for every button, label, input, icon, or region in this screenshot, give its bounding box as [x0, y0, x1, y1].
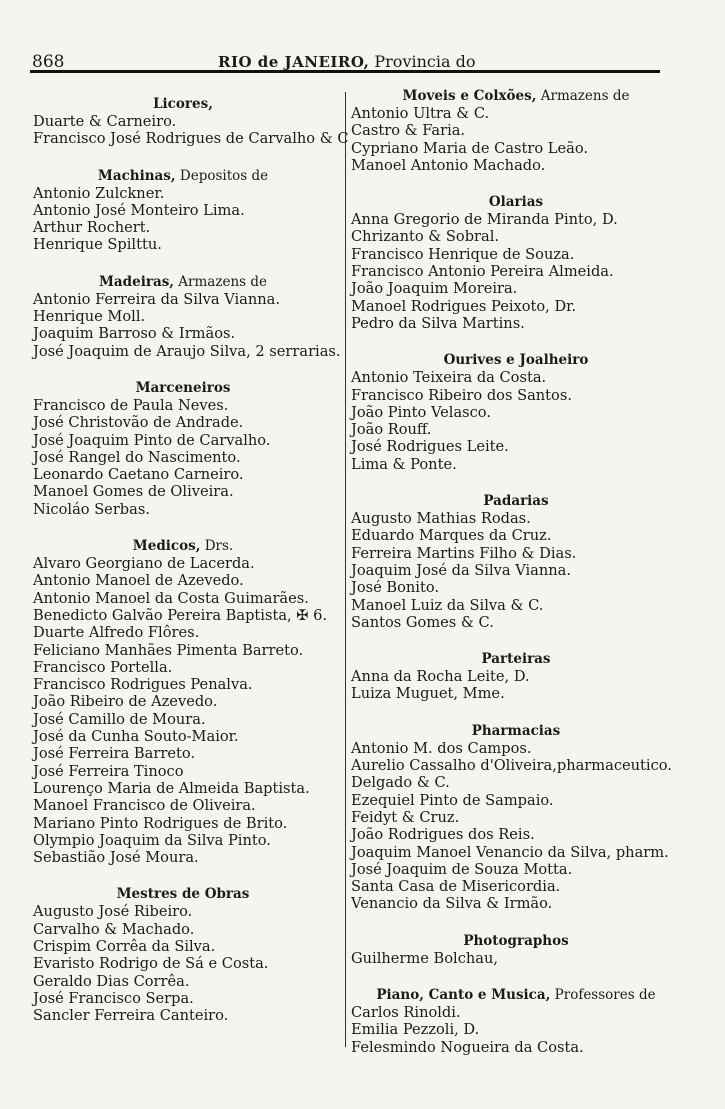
section-title: Mestres de Obras: [116, 886, 250, 903]
running-title-sub: Provincia do: [374, 52, 476, 71]
list-item: Manoel Luiz da Silva & C.: [351, 596, 544, 614]
directory-section: [351, 723, 701, 913]
section-title: Padarias: [483, 493, 549, 510]
list-item: José Bonito.: [351, 579, 440, 597]
list-item: Felesmindo Nogueira da Costa.: [351, 1038, 584, 1056]
directory-section: [351, 987, 701, 1056]
directory-section: [351, 933, 701, 967]
list-item: Feliciano Manhães Pimenta Barreto.: [33, 641, 304, 659]
section-title: Piano, Canto e Musica,: [376, 986, 551, 1003]
section-title: Ourives e Joalheiro: [443, 352, 589, 369]
list-item: Antonio Manoel de Azevedo.: [33, 572, 244, 590]
list-item: Venancio da Silva & Irmão.: [351, 895, 553, 913]
directory-section: [351, 352, 701, 473]
directory-section: [33, 380, 353, 518]
list-item: Cypriano Maria de Castro Leão.: [351, 139, 588, 157]
list-item: Augusto José Ribeiro.: [33, 903, 193, 921]
section-heading: [33, 274, 353, 291]
list-item: Geraldo Dias Corrêa.: [33, 972, 190, 990]
list-item: Francisco Portella.: [33, 658, 173, 676]
list-item: Joaquim Barroso & Irmãos.: [33, 325, 236, 343]
list-item: Carvalho & Machado.: [33, 920, 195, 938]
section-title: Machinas,: [97, 167, 176, 184]
section-title: Pharmacias: [471, 722, 561, 739]
section-heading: [351, 987, 701, 1004]
section-heading: [33, 886, 353, 903]
section-heading: [33, 380, 353, 397]
list-item: Francisco Henrique de Souza.: [351, 245, 575, 263]
list-item: Antonio José Monteiro Lima.: [33, 201, 245, 219]
section-title: Marceneiros: [135, 379, 231, 396]
list-item: João Ribeiro de Azevedo.: [33, 693, 218, 711]
entry-list: [33, 113, 353, 148]
entry-list: [33, 903, 353, 1024]
directory-section: [33, 96, 353, 148]
list-item: Francisco de Paula Neves.: [33, 396, 229, 414]
entry-list: [33, 397, 353, 518]
list-item: Lima & Ponte.: [351, 455, 457, 473]
page-header: [30, 50, 660, 72]
section-heading: [33, 538, 353, 555]
directory-section: [33, 168, 353, 254]
list-item: Antonio Zulckner.: [33, 184, 165, 202]
header-rule: [30, 70, 660, 73]
entry-list: [351, 369, 701, 473]
entry-list: [33, 555, 353, 866]
list-item: José Joaquim de Araujo Silva, 2 serrarias.: [33, 342, 341, 360]
list-item: Joaquim Manoel Venancio da Silva, pharm.: [351, 843, 669, 861]
list-item: Luiza Muguet, Mme.: [351, 685, 505, 703]
list-item: Evaristo Rodrigo de Sá e Costa.: [33, 955, 269, 973]
section-heading: [351, 933, 701, 950]
section-heading: [351, 88, 701, 105]
list-item: Sebastião José Moura.: [33, 849, 199, 867]
list-item: Guilherme Bolchau,: [351, 949, 499, 967]
section-heading: [351, 723, 701, 740]
list-item: Feidyt & Cruz.: [351, 808, 460, 826]
list-item: Olympio Joaquim da Silva Pinto.: [33, 831, 271, 849]
list-item: Leonardo Caetano Carneiro.: [33, 466, 244, 484]
section-title: Medicos,: [132, 538, 201, 555]
directory-section: [351, 651, 701, 703]
list-item: Anna Gregorio de Miranda Pinto, D.: [351, 211, 618, 229]
page-number: 868: [32, 52, 65, 72]
list-item: Sancler Ferreira Canteiro.: [33, 1007, 229, 1025]
section-heading: [351, 352, 701, 369]
list-item: Pedro da Silva Martins.: [351, 314, 525, 332]
list-item: Santa Casa de Misericordia.: [351, 878, 561, 896]
list-item: Augusto Mathias Rodas.: [351, 510, 531, 528]
list-item: José Joaquim de Souza Motta.: [351, 860, 573, 878]
list-item: João Rouff.: [351, 421, 432, 439]
entry-list: [33, 185, 353, 254]
directory-section: [351, 194, 701, 332]
list-item: Emilia Pezzoli, D.: [351, 1021, 480, 1039]
entry-list: [351, 211, 701, 332]
list-item: Nicoláo Serbas.: [33, 500, 150, 518]
list-item: Castro & Faria.: [351, 122, 466, 140]
list-item: Lourenço Maria de Almeida Baptista.: [33, 779, 310, 797]
list-item: Manoel Antonio Machado.: [351, 156, 546, 174]
list-item: Manoel Francisco de Oliveira.: [33, 797, 256, 815]
list-item: Francisco Rodrigues Penalva.: [33, 676, 253, 694]
list-item: Manoel Gomes de Oliveira.: [33, 483, 234, 501]
list-item: Francisco José Rodrigues de Carvalho & C: [33, 130, 349, 148]
entry-list: [351, 105, 701, 174]
section-heading: [33, 96, 353, 113]
directory-section: [33, 274, 353, 360]
section-title: Madeiras,: [98, 273, 174, 290]
section-subtitle: Drs.: [204, 538, 234, 555]
list-item: José Rodrigues Leite.: [351, 438, 509, 456]
entry-list: [33, 291, 353, 360]
list-item: Mariano Pinto Rodrigues de Brito.: [33, 814, 288, 832]
section-heading: [33, 168, 353, 185]
list-item: Ezequiel Pinto de Sampaio.: [351, 791, 554, 809]
section-subtitle: Professores de: [554, 986, 656, 1003]
entry-list: [351, 1004, 701, 1056]
list-item: Francisco Ribeiro dos Santos.: [351, 386, 572, 404]
directory-section: [33, 538, 353, 866]
section-title: Parteiras: [481, 651, 551, 668]
running-title-main: RIO de JANEIRO,: [218, 53, 370, 71]
list-item: Eduardo Marques da Cruz.: [351, 527, 552, 545]
entry-list: [351, 740, 701, 913]
list-item: José Ferreira Tinoco: [33, 762, 184, 780]
list-item: Duarte Alfredo Flôres.: [33, 624, 200, 642]
section-heading: [351, 651, 701, 668]
section-heading: [351, 194, 701, 211]
entry-list: [351, 950, 701, 967]
list-item: Antonio Teixeira da Costa.: [351, 369, 547, 387]
list-item: Antonio Manoel da Costa Guimarães.: [33, 589, 309, 607]
directory-section: [33, 886, 353, 1024]
list-item: Chrizanto & Sobral.: [351, 228, 500, 246]
running-title: [218, 52, 475, 71]
list-item: Francisco Antonio Pereira Almeida.: [351, 263, 614, 281]
list-item: Delgado & C.: [351, 774, 450, 792]
entry-list: [351, 668, 701, 703]
left-column: [33, 96, 353, 1044]
right-column: [351, 88, 701, 1076]
list-item: Antonio M. dos Campos.: [351, 739, 532, 757]
list-item: Arthur Rochert.: [33, 219, 151, 237]
section-title: Moveis e Colxões,: [402, 88, 537, 104]
list-item: Antonio Ultra & C.: [351, 105, 490, 122]
section-title: Photographos: [463, 932, 569, 949]
list-item: João Rodrigues dos Reis.: [351, 826, 535, 844]
list-item: João Pinto Velasco.: [351, 403, 491, 421]
list-item: José Ferreira Barreto.: [33, 745, 195, 763]
section-heading: [351, 493, 701, 510]
list-item: José Rangel do Nascimento.: [33, 448, 241, 466]
list-item: Crispim Corrêa da Silva.: [33, 937, 216, 955]
section-title: Licores,: [153, 96, 213, 112]
list-item: Aurelio Cassalho d'Oliveira,pharmaceutico.: [351, 757, 672, 775]
list-item: José Joaquim Pinto de Carvalho.: [33, 431, 271, 449]
list-item: João Joaquim Moreira.: [351, 280, 518, 298]
section-subtitle: Armazens de: [178, 273, 267, 290]
list-item: Antonio Ferreira da Silva Vianna.: [33, 290, 281, 308]
list-item: Henrique Spilttu.: [33, 236, 162, 254]
list-item: Duarte & Carneiro.: [33, 113, 177, 130]
list-item: Ferreira Martins Filho & Dias.: [351, 544, 577, 562]
directory-section: [351, 493, 701, 631]
list-item: Anna da Rocha Leite, D.: [351, 668, 530, 686]
list-item: Benedicto Galvão Pereira Baptista, ✠ 6.: [33, 606, 328, 624]
section-title: Olarias: [488, 194, 544, 211]
entry-list: [351, 510, 701, 631]
list-item: José da Cunha Souto-Maior.: [33, 728, 239, 746]
list-item: Manoel Rodrigues Peixoto, Dr.: [351, 297, 577, 315]
list-item: Carlos Rinoldi.: [351, 1003, 461, 1021]
list-item: Joaquim José da Silva Vianna.: [351, 561, 572, 579]
list-item: Santos Gomes & C.: [351, 613, 494, 631]
list-item: Alvaro Georgiano de Lacerda.: [33, 555, 255, 573]
directory-section: [351, 88, 701, 174]
list-item: José Camillo de Moura.: [33, 710, 206, 728]
section-subtitle: Depositos de: [179, 167, 269, 184]
list-item: Henrique Moll.: [33, 308, 146, 326]
section-subtitle: Armazens de: [540, 88, 630, 104]
list-item: José Christovão de Andrade.: [33, 414, 244, 432]
list-item: José Francisco Serpa.: [33, 989, 194, 1007]
